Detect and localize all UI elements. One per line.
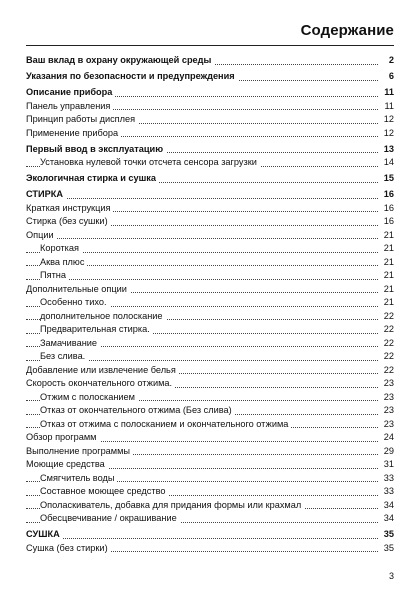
toc-entry-label: дополнительное полоскание [40,311,166,321]
toc-entry-label: Краткая инструкция [26,203,113,213]
toc-entry-page: 11 [381,86,394,100]
toc-entry[interactable] [26,350,394,364]
toc-entry[interactable] [26,127,394,141]
toc-entry-page: 22 [381,323,394,337]
toc-leader-dots [26,238,378,239]
toc-entry-label: Отказ от отжима с полосканием и окончательного отжима [40,419,291,429]
toc-entry-label: Добавление или извлечение белья [26,365,179,375]
toc-entry[interactable] [26,310,394,324]
toc-entry-label: Стирка (без сушки) [26,216,111,226]
toc-entry-label: СУШКА [26,529,63,539]
toc-entry[interactable] [26,458,394,472]
toc-entry[interactable] [26,202,394,216]
toc-entry[interactable] [26,70,394,84]
toc-entry-page: 16 [381,202,394,216]
toc-entry[interactable] [26,445,394,459]
page-number: 3 [388,571,394,581]
toc-entry[interactable] [26,172,394,186]
toc-entry-label: Отжим с полосканием [40,392,138,402]
toc-leader-dots [26,198,378,199]
toc-entry[interactable] [26,54,394,68]
toc-entry-label: Составное моющее средство [40,486,168,496]
page-title: Содержание [300,22,394,39]
toc-entry-label: Сушка (без стирки) [26,543,111,553]
toc-entry[interactable] [26,143,394,157]
toc-entry-page: 23 [381,418,394,432]
toc-entry-label: Пятна [40,270,69,280]
toc-entry-page: 15 [381,172,394,186]
toc-entry[interactable] [26,391,394,405]
toc-entry-page: 23 [381,377,394,391]
toc-entry-label: Применение прибора [26,128,121,138]
toc-entry[interactable] [26,256,394,270]
toc-entry[interactable] [26,242,394,256]
toc-entry-label: Указания по безопасности и предупреждения [26,71,238,81]
toc-entry-label: Скорость окончательного отжима. [26,378,175,388]
toc-entry-page: 23 [381,391,394,405]
toc-entry[interactable] [26,528,394,542]
toc-entry-label: Принцип работы дисплея [26,114,138,124]
toc-entry-page: 21 [381,256,394,270]
toc-entry[interactable] [26,100,394,114]
toc-entry-label: Обесцвечивание / окрашивание [40,513,180,523]
table-of-contents [26,54,394,555]
toc-entry-page: 21 [381,269,394,283]
toc-entry[interactable] [26,512,394,526]
toc-entry-label: Выполнение программы [26,446,133,456]
toc-entry[interactable] [26,113,394,127]
toc-entry-label: Установка нулевой точки отсчета сенсора загрузки [40,157,260,167]
toc-entry-label: Аква плюс [40,257,87,267]
toc-entry-page: 21 [381,283,394,297]
toc-entry-page: 35 [381,528,394,542]
toc-entry-label: Предварительная стирка. [40,324,153,334]
toc-entry[interactable] [26,215,394,229]
toc-entry-label: Смягчитель воды [40,473,117,483]
toc-entry[interactable] [26,283,394,297]
toc-entry[interactable] [26,188,394,202]
toc-entry[interactable] [26,364,394,378]
toc-entry-page: 33 [381,485,394,499]
toc-entry-label: Отказ от окончательного отжима (Без слива) [40,405,235,415]
toc-entry-page: 34 [381,499,394,513]
toc-entry-page: 16 [381,215,394,229]
toc-entry-page: 22 [381,350,394,364]
toc-entry-page: 29 [381,445,394,459]
toc-entry[interactable] [26,323,394,337]
toc-entry-label: СТИРКА [26,189,66,199]
toc-entry-page: 23 [381,404,394,418]
toc-entry[interactable] [26,156,394,170]
toc-entry-page: 33 [381,472,394,486]
toc-entry[interactable] [26,418,394,432]
toc-entry-label: Моющие средства [26,459,108,469]
toc-entry-label: Ваш вклад в охрану окружающей среды [26,55,214,65]
toc-entry-label: Первый ввод в эксплуатацию [26,144,166,154]
toc-leader-dots [26,279,378,280]
toc-entry-page: 21 [381,229,394,243]
toc-leader-dots [26,538,378,539]
toc-entry[interactable] [26,296,394,310]
toc-entry-page: 35 [381,542,394,556]
toc-entry-page: 12 [381,113,394,127]
toc-entry[interactable] [26,431,394,445]
toc-entry-page: 14 [381,156,394,170]
toc-entry-page: 11 [381,100,394,114]
toc-entry-page: 12 [381,127,394,141]
toc-entry[interactable] [26,404,394,418]
toc-entry[interactable] [26,377,394,391]
toc-entry-label: Панель управления [26,101,113,111]
toc-entry-label: Описание прибора [26,87,115,97]
toc-entry-label: Замачивание [40,338,100,348]
toc-entry-page: 21 [381,296,394,310]
toc-entry-page: 21 [381,242,394,256]
toc-entry-label: Короткая [40,243,82,253]
toc-entry[interactable] [26,229,394,243]
toc-entry[interactable] [26,472,394,486]
toc-entry-page: 2 [386,54,394,68]
toc-entry-page: 6 [386,70,394,84]
toc-entry[interactable] [26,269,394,283]
toc-entry-label: Особенно тихо. [40,297,110,307]
toc-entry-page: 34 [381,512,394,526]
toc-entry-page: 13 [381,143,394,157]
toc-entry-label: Обзор программ [26,432,100,442]
toc-entry-page: 24 [381,431,394,445]
toc-entry[interactable] [26,86,394,100]
toc-entry-label: Опции [26,230,57,240]
toc-entry[interactable] [26,337,394,351]
toc-entry[interactable] [26,542,394,556]
toc-entry-page: 31 [381,458,394,472]
toc-entry-label: Дополнительные опции [26,284,130,294]
toc-entry-label: Экологичная стирка и сушка [26,173,159,183]
toc-entry[interactable] [26,499,394,513]
toc-entry-page: 16 [381,188,394,202]
toc-entry-label: Без слива. [40,351,88,361]
title-divider [26,45,394,46]
toc-entry-page: 22 [381,337,394,351]
toc-entry-page: 22 [381,364,394,378]
toc-entry-page: 22 [381,310,394,324]
toc-entry[interactable] [26,485,394,499]
toc-entry-label: Ополаскиватель, добавка для придания формы или крахмал [40,500,304,510]
